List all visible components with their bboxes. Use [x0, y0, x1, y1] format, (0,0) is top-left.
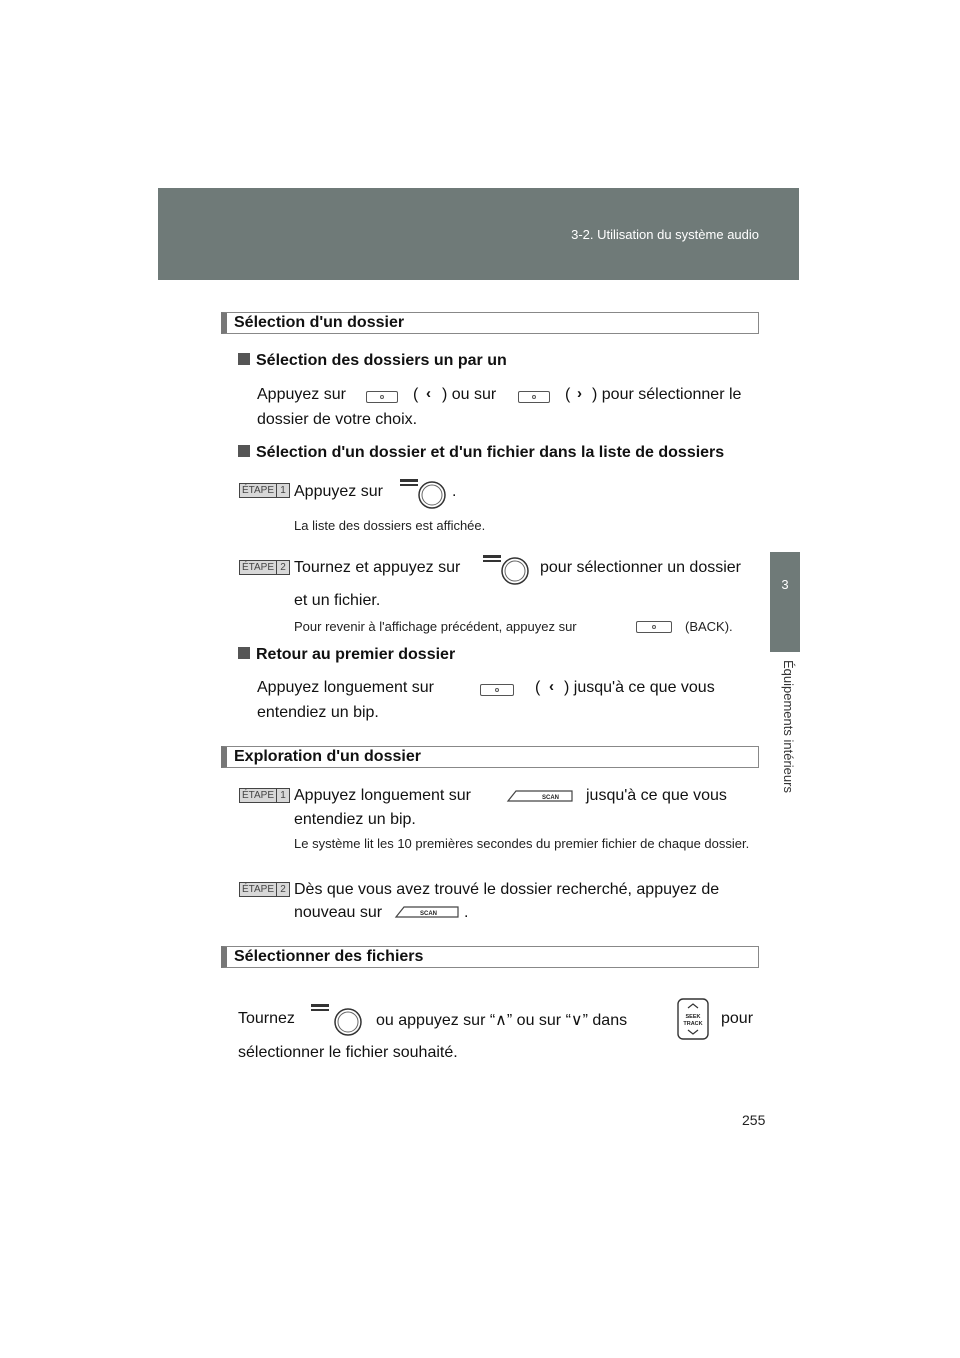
svg-text:SCAN: SCAN	[542, 795, 560, 801]
preset-button-icon	[366, 391, 398, 403]
text: .	[452, 483, 457, 500]
preset-button-icon	[480, 684, 514, 696]
text: entendiez un bip.	[294, 811, 416, 828]
subheading-text: Sélection d'un dossier et d'un fichier dans la liste de dossiers	[256, 444, 725, 461]
text: .	[464, 904, 469, 921]
preset-button-icon	[518, 391, 550, 403]
text: Dès que vous avez trouvé le dossier recherché, appuyez de	[294, 881, 720, 898]
tune-scroll-knob-icon	[308, 1001, 366, 1037]
square-bullet-icon	[238, 647, 250, 659]
text: Tournez et appuyez sur	[294, 559, 461, 576]
step-badge	[239, 560, 290, 575]
seek-track-button-icon	[676, 997, 710, 1041]
text: ) pour sélectionner le	[592, 386, 742, 403]
page-number: 255	[742, 1112, 766, 1128]
text: pour	[721, 1010, 754, 1027]
step-badge	[239, 882, 290, 897]
scan-button-icon	[394, 905, 460, 919]
text: pour sélectionner un dossier	[540, 559, 742, 576]
chapter-title: Équipements intérieurs	[781, 660, 796, 793]
text: Appuyez longuement sur	[257, 679, 434, 696]
text: Tournez	[238, 1010, 295, 1027]
subheading-folder-list	[238, 444, 724, 462]
step-label: ÉTAPE	[240, 484, 277, 497]
subheading-text: Sélection des dossiers un par un	[256, 352, 507, 369]
step-badge	[239, 788, 290, 803]
step-number: 2	[280, 884, 286, 895]
text: nouveau sur	[294, 904, 383, 921]
step-number: 1	[280, 790, 286, 801]
text: sélectionner le fichier souhaité.	[238, 1044, 458, 1061]
step-badge	[239, 483, 290, 498]
section-title-file-selection: Sélectionner des fichiers	[221, 946, 759, 968]
note: La liste des dossiers est affichée.	[294, 518, 486, 533]
chapter-number: 3	[781, 577, 789, 592]
text: entendiez un bip.	[257, 704, 379, 721]
square-bullet-icon	[238, 445, 250, 457]
step-number: 2	[280, 562, 286, 573]
text: jusqu'à ce que vous	[586, 787, 727, 804]
svg-text:TRACK: TRACK	[683, 1021, 703, 1027]
text: (	[565, 386, 571, 403]
header-section-title: 3-2. Utilisation du système audio	[571, 227, 759, 242]
section-title-folder-selection: Sélection d'un dossier	[221, 312, 759, 334]
step-label: ÉTAPE	[240, 789, 277, 802]
tune-scroll-knob-icon	[480, 552, 532, 586]
text: et un fichier.	[294, 592, 381, 609]
chevron-right-icon: ›	[577, 385, 582, 402]
text: ) jusqu'à ce que vous	[564, 679, 715, 696]
note: (BACK).	[685, 619, 733, 634]
subheading-return-first	[238, 646, 455, 664]
text: (	[413, 386, 419, 403]
note: Pour revenir à l'affichage précédent, appuyez sur	[294, 619, 577, 634]
note: Le système lit les 10 premières secondes du premier fichier de chaque dossier.	[294, 836, 750, 851]
chevron-left-icon: ‹	[549, 678, 554, 695]
text: Appuyez longuement sur	[294, 787, 471, 804]
text: ) ou sur	[442, 386, 497, 403]
text: Appuyez sur	[257, 386, 346, 403]
text: (	[535, 679, 541, 696]
tune-scroll-knob-icon	[397, 476, 449, 510]
section-title-folder-scan: Exploration d'un dossier	[221, 746, 759, 768]
scan-button-icon	[506, 789, 574, 803]
header-band	[158, 188, 799, 280]
text: ou appuyez sur “∧” ou sur “∨” dans	[376, 1012, 628, 1029]
square-bullet-icon	[238, 353, 250, 365]
chevron-left-icon: ‹	[426, 385, 431, 402]
step-number: 1	[280, 485, 286, 496]
step-label: ÉTAPE	[240, 883, 277, 896]
svg-text:SCAN: SCAN	[420, 911, 438, 917]
chapter-tab	[770, 552, 800, 652]
back-button-icon	[636, 621, 672, 633]
svg-text:SEEK: SEEK	[685, 1014, 701, 1020]
subheading-one-by-one	[238, 352, 507, 370]
text: dossier de votre choix.	[257, 411, 418, 428]
subheading-text: Retour au premier dossier	[256, 646, 456, 663]
text: Appuyez sur	[294, 483, 383, 500]
step-label: ÉTAPE	[240, 561, 277, 574]
